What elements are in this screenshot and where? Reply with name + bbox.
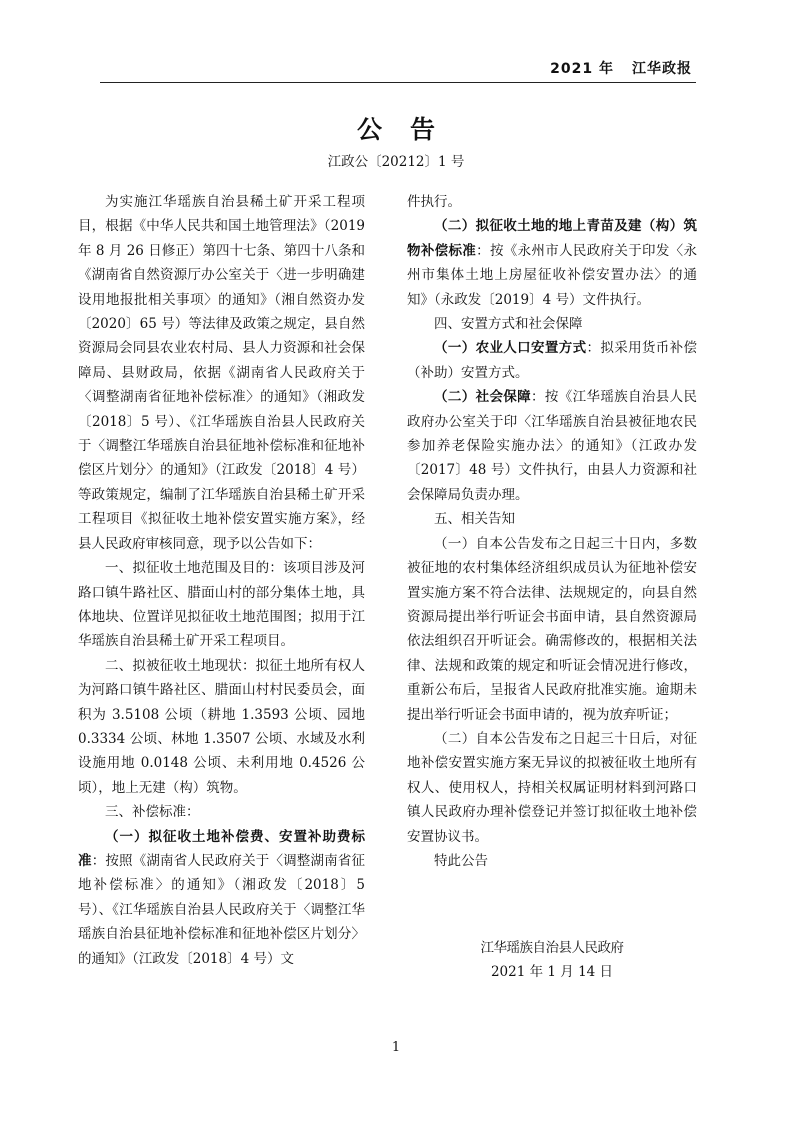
- paragraph-section-4-1-body: ：拟采用货币补偿（补助）安置方式。: [407, 340, 698, 381]
- paragraph-section-3-2: [407, 214, 697, 312]
- paragraph-section-3-2-body: ：按《永州市人民政府关于印发〈永州市集体土地上房屋征收补偿安置办法〉的通知》（永政发〔2019〕4 号）文件执行。: [407, 242, 697, 308]
- paragraph-section-5-2: （二）自本公告发布之日起三十日后，对征地补偿安置实施方案无异议的拟被征收土地所有权人、使用权人，持相关权属证明材料到河路口镇人民政府办理补偿登记并签订拟征收土地补偿安置协议书。: [407, 730, 697, 845]
- header-text: [550, 58, 692, 78]
- document-number: 江政公〔20212〕1 号: [327, 154, 465, 170]
- paragraph-section-5-1: （一）自本公告发布之日起三十日内，多数被征地的农村集体经济组织成员认为征地补偿安置实施方案不符合法律、法规规定的，向县自然资源局提出举行听证会书面申请，县自然资源局依法组织召开听证会。确需修改的，根据相关法律、法规和政策的规定和听证会情况进行修改，重新公布后，呈报省人民政府批准实施。逾期未提出举行听证会书面申请的，视为放弃听证；: [407, 535, 697, 723]
- paragraph-section-4-2: [407, 385, 697, 507]
- paragraph-section-3-1-lead: （一）拟征收土地补偿费、安置补助费标准: [78, 828, 365, 869]
- header-rule: [100, 82, 696, 83]
- paragraph-section-3-1-body: ：按照《湖南省人民政府关于〈调整湖南省征地补偿标准〉的通知》（湘政发〔2018〕5 号）、《江华瑶族自治县人民政府关于〈调整江华瑶族自治县征地补偿标准和征地补偿区片划分〉的通知》（江政发〔2018〕4 号）文: [78, 852, 366, 967]
- page-header: [100, 58, 696, 82]
- paragraph-section-3-1: [78, 825, 365, 971]
- document-title: 公告: [356, 115, 463, 144]
- issuer-name: 江华瑶族自治县人民政府: [480, 940, 624, 956]
- paragraph-section-4-2-lead: （二）社会保障: [434, 389, 532, 406]
- paragraph-section-4-2-body: ：按《江华瑶族自治县人民政府办公室关于印〈江华瑶族自治县被征地农民参加养老保险实施办法〉的通知》（江政办发〔2017〕48 号）文件执行，由县人力资源和社会保障局负责办理。: [407, 389, 698, 503]
- paragraph-intro: 为实施江华瑶族自治县稀土矿开采工程项目，根据《中华人民共和国土地管理法》（2019 年 8 月 26 日修正）第四十七条、第四十八条和《湖南省自然资源厅办公室关于〈进一步明确建设用地报批相关事项〉的通知》（湘自然资办发〔2020〕65 号）等法律及政策之规定，县自然资源局会同县农业农村局、县人力资源和社会保障局、县财政局，依据《湖南省人民政府关于〈调整湖南省征地补偿标准〉的通知》（湘政发〔2018〕5 号）、《江华瑶族自治县人民政府关于〈调整江华瑶族自治县征地补偿标准和征地补偿区片划分〉的通知》（江政发〔2018〕4 号）等政策规定，编制了江华瑶族自治县稀土矿开采工程项目《拟征收土地补偿安置实施方案》，经县人民政府审核同意，现予以公告如下：: [78, 194, 365, 552]
- heading-section-4: 四、安置方式和社会保障: [434, 316, 583, 333]
- page-number: 1: [391, 1040, 401, 1055]
- header-journal: 江华政报: [632, 61, 692, 77]
- right-column: [407, 190, 697, 873]
- left-column: [78, 190, 365, 971]
- heading-section-3: 三、补偿标准：: [105, 804, 200, 821]
- paragraph-section-2: 二、拟被征收土地现状：拟征土地所有权人为河路口镇牛路社区、腊面山村村民委员会，面积为 3.5108 公顷（耕地 1.3593 公顷、园地 0.3334 公顷、林地 1.3507 公顷、水域及水利设施用地 0.0148 公顷、未利用地 0.4526 公顷），地上无建（构）筑物。: [78, 657, 365, 796]
- heading-section-5: 五、相关告知: [434, 511, 515, 528]
- paragraph-section-1: 一、拟征收土地范围及目的：该项目涉及河路口镇牛路社区、腊面山村的部分集体土地，具体地块、位置详见拟征收土地范围图；拟用于江华瑶族自治县稀土矿开采工程项目。: [78, 560, 365, 650]
- paragraph-section-4-1-lead: （一）农业人口安置方式: [434, 340, 587, 357]
- paragraph-section-4-1: [407, 336, 697, 385]
- closing-remark: 特此公告: [434, 852, 488, 869]
- issue-date: 2021 年 1 月 14 日: [490, 964, 614, 981]
- paragraph-section-3-2-lead: （二）拟征收土地的地上青苗及建（构）筑物补偿标准: [407, 218, 697, 259]
- paragraph-continuation: 件执行。: [407, 194, 461, 210]
- signature-block: [407, 936, 697, 985]
- header-year: 2021 年: [550, 61, 614, 77]
